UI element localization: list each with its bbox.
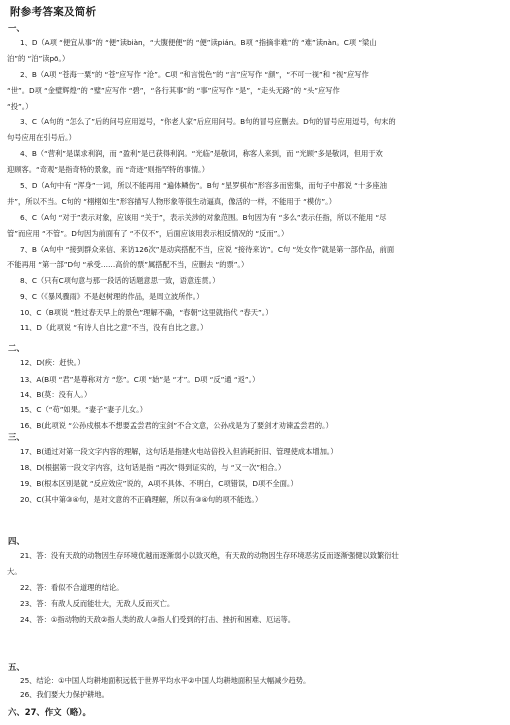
answer-item: 10、C（B项说 “胜过春天早上的景色”理解不确，“春朝”这里就指代 “春天”。） (20, 308, 273, 317)
answer-item: 22、答：看似不合道理的结论。 (20, 583, 124, 592)
answer-item: 8、C（只有C项句意与那一段话的话题意思一致，语意连贯。） (20, 276, 220, 285)
answer-item-continuation: 大。 (7, 567, 22, 576)
answer-item-continuation: 迎顾客。“奇观”是指奇特的景象，而 “奇迹”则指罕特的事情。） (7, 165, 209, 174)
answer-item: 26、我们要大力保护耕地。 (20, 690, 109, 699)
answer-item: 13、A(B项 “君”是尊称对方 “您”。C项 “始”是 “才”。D项 “反”通 “返”。） (20, 375, 260, 384)
answer-item: 6、C（A句 “对于”表示对象，应该用 “关于”，表示关涉的对象范围。B句因为有 “多么”表示任指，所以不能用 “尽 (20, 213, 387, 222)
answer-item: 16、B(此项说 “公孙戍根本不想要孟尝君的宝剑”不合文意，公孙戍是为了要剑才劝谏孟尝君的。） (20, 421, 333, 430)
answer-item-continuation: “投”。） (7, 102, 33, 111)
answer-item: 1、D（A项 “便宜从事”的 “便”读biàn，“大腹便便”的 “便”读pián。B项 “指摘非难”的 “难”读nàn。C项 “梁山 (20, 38, 377, 47)
answer-item: 19、B(根本区别是就 “反应效应”说的，A项不具体、不明白，C项错误，D项不全面。） (20, 479, 298, 488)
section-heading: 一、 (8, 23, 25, 33)
answer-item: 18、D(根据第一段文字内容，这句话是指 “再次”得到证实的，与 “又一次”相合。） (20, 463, 286, 472)
answer-item: 14、B(莫：没有人。） (20, 390, 92, 399)
answer-item-continuation: 井”，所以不当。C句的 “栩栩如生”形容描写人物形象等很生动逼真，像活的一样，不能用于 “模仿”。） (7, 197, 336, 206)
answer-item: 17、B(通过对第一段文字内容的理解，这句话是指建火电站倍投入但消耗折旧、管理使成本增加。） (20, 447, 338, 456)
page-title: 附参考答案及简析 (10, 6, 97, 18)
answer-item: 3、C（A句的 “怎么了”后的问号应用逗号，“你老人家”后应用问号。B句的冒号应删去。D句的冒号应用逗号，句末的 (20, 117, 396, 126)
answer-item-continuation: 管”而应用 “不管”。D句因为前面有了 “不仅不”，后面应该用表示相反情况的 “反而”。） (7, 229, 289, 238)
section-heading: 二、 (8, 343, 25, 353)
answer-item: 24、答：①指动物的天敌②指人类的敌人③指人们受到的打击、挫折和困难、厄运等。 (20, 615, 296, 624)
answer-item: 7、B（A句中 “接到群众来信、来访126次”是动宾搭配不当，应说 “接待来访”。C句 “处女作”就是第一部作品，前面 (20, 245, 395, 254)
answer-item: 5、D（A句中有 “浑身”一词，所以不能再用 “遍体鳞伤”。B句 “星罗棋布”形容多而密集，而句子中都说 “十多座油 (20, 181, 387, 190)
section-heading: 四、 (8, 536, 25, 546)
answer-item: 2、B（A项 “苍海一粟”的 “苍”应写作 “沧”。C项 “和言悦色”的 “言”应写作 “颜”，“不可一视”和 “视”应写作 (20, 70, 369, 79)
answer-item: 15、C（“苟”如果。“妻子”妻子儿女。） (20, 405, 147, 414)
answer-item: 4、B（“营利”是谋求利润，而 “盈利”是已获得利润。“光临”是敬词，称客人来到，而 “光顾”多是敬词，但用于欢 (20, 149, 383, 158)
answer-item: 21、答：没有天敌的动物因生存环境优越而逐渐弱小以致灭绝，有天敌的动物因生存环境恶劣反而逐渐强健以致繁衍壮 (20, 551, 399, 560)
answer-item-continuation: 不能再用 “第一部”D句 “承受……高价的票”属搭配不当，应删去 “的票”。） (7, 260, 249, 269)
answer-item: 20、C(其中第③④句，是对文意的不正确理解，所以有③④句的项不能选。） (20, 495, 263, 504)
answer-item-continuation: 句号应用在引号后。） (7, 133, 76, 142)
answer-item: 12、D(疾：赶快。） (20, 358, 85, 367)
answer-item-continuation: 泊”的 “泊”读pō。） (7, 54, 70, 63)
answer-item: 23、答：有敌人反而能壮大，无敌人反而灭亡。 (20, 599, 175, 608)
section-heading: 三、 (8, 432, 25, 442)
section-heading: 五、 (8, 662, 25, 672)
answer-item-continuation: “世”。D项 “金璧辉煌”的 “璧”应写作 “碧”，“各行其事”的 “事”应写作 “是”，“走头无路”的 “头”应写作 (7, 86, 340, 95)
answer-item: 9、C（《暴风骤雨》不是赵树理的作品，是周立波所作。） (20, 292, 204, 301)
answer-item: 25、结论：①中国人均耕地面积远低于世界平均水平②中国人均耕地面积呈大幅减少趋势。 (20, 676, 311, 685)
section-heading: 六、27、作文（略）。 (8, 707, 91, 717)
answer-item: 11、D（此项说 “有诗人自比之意”不当，没有自比之意。） (20, 323, 208, 332)
